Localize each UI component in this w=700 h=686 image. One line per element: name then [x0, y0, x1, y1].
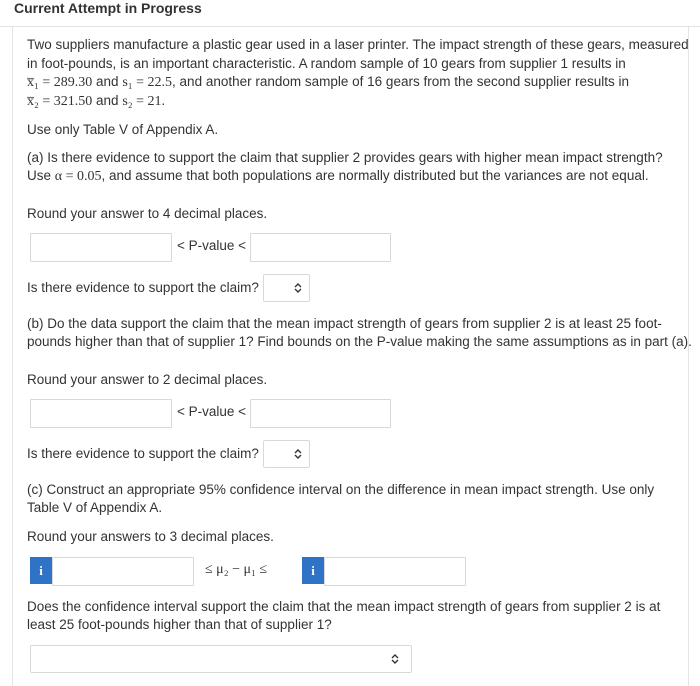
part-b-evidence-select[interactable] [263, 440, 310, 468]
part-a-evidence-question: Is there evidence to support the claim? [27, 280, 259, 295]
problem-line-1: Two suppliers manufacture a plastic gear used in a laser printer. The impact strength of these gears, measured [27, 37, 689, 52]
part-c-question-line-2: Table V of Appendix A. [27, 500, 163, 515]
part-b-evidence-question: Is there evidence to support the claim? [27, 446, 259, 461]
part-c-question-line-1: (c) Construct an appropriate 95% confidence interval on the difference in mean impact strength. Use only [27, 482, 655, 497]
part-b-pvalue-label: < P-value < [177, 404, 247, 419]
part-c-support-question-line-1: Does the confidence interval support the claim that the mean impact strength of gears from supplier 2 is at [27, 599, 661, 614]
part-b-pvalue-lower-input[interactable] [30, 399, 172, 428]
alpha-value: α = 0.05 [54, 169, 102, 184]
instruction-text: Use only Table V of Appendix A. [27, 122, 219, 137]
part-c-ci-lower-input[interactable] [52, 557, 194, 586]
part-b-question-line-2: pounds higher than that of supplier 1? Find bounds on the P-value making the same assumptions as in part (a). [27, 334, 692, 349]
problem-line-2: in foot-pounds, is an important characteristic. A random sample of 10 gears from supplier 1 results in [27, 56, 626, 71]
part-b-round-text: Round your answer to 2 decimal places. [27, 372, 268, 387]
part-c-round-text: Round your answers to 3 decimal places. [27, 529, 274, 544]
part-a-question-line-1: (a) Is there evidence to support the claim that supplier 2 provides gears with higher mean impact strength? [27, 150, 663, 165]
part-a-pvalue-lower-input[interactable] [30, 233, 172, 262]
part-c-support-question-line-2: least 25 foot-pounds higher than that of supplier 1? [27, 617, 332, 632]
part-b-question-line-1: (b) Do the data support the claim that the mean impact strength of gears from supplier 2 is at least 25 foot- [27, 316, 662, 331]
sample1-mean: x̅₁ = 289.30 [27, 75, 93, 90]
problem-line-4 [27, 92, 165, 112]
sample1-sd: s₁ = 22.5 [122, 75, 173, 90]
sample2-mean: x̅₂ = 321.50 [27, 94, 93, 109]
chevron-updown-icon [391, 653, 399, 665]
part-c-ci-upper-input[interactable] [324, 557, 466, 586]
part-c-upper-info-icon[interactable]: i [302, 557, 324, 584]
part-a-pvalue-label: < P-value < [177, 238, 247, 253]
sample2-sd: s₂ = 21. [122, 94, 166, 109]
ci-inequality-label: ≤ μ₂ − μ₁ ≤ [205, 562, 268, 577]
and-text-2: and [92, 93, 123, 108]
part-a-pvalue-upper-input[interactable] [250, 233, 391, 262]
part-a-evidence-select[interactable] [263, 274, 310, 302]
part-b-pvalue-upper-input[interactable] [250, 399, 391, 428]
problem-line-3 [27, 73, 629, 93]
part-a-assumption-text: , and assume that both populations are normally distributed but the variances are not equal. [101, 168, 649, 183]
part-a-use-text: Use [27, 168, 55, 183]
chevron-updown-icon [294, 282, 302, 294]
part-c-support-select[interactable] [30, 645, 412, 673]
page-header [0, 0, 700, 27]
and-text-1: and [92, 74, 123, 89]
part-c-lower-info-icon[interactable]: i [30, 557, 52, 584]
problem-line-3-rest: , and another random sample of 16 gears from the second supplier results in [172, 74, 630, 89]
page-title: Current Attempt in Progress [14, 0, 202, 16]
part-a-question-line-2 [27, 167, 649, 187]
chevron-updown-icon [294, 448, 302, 460]
part-a-round-text: Round your answer to 4 decimal places. [27, 206, 268, 221]
